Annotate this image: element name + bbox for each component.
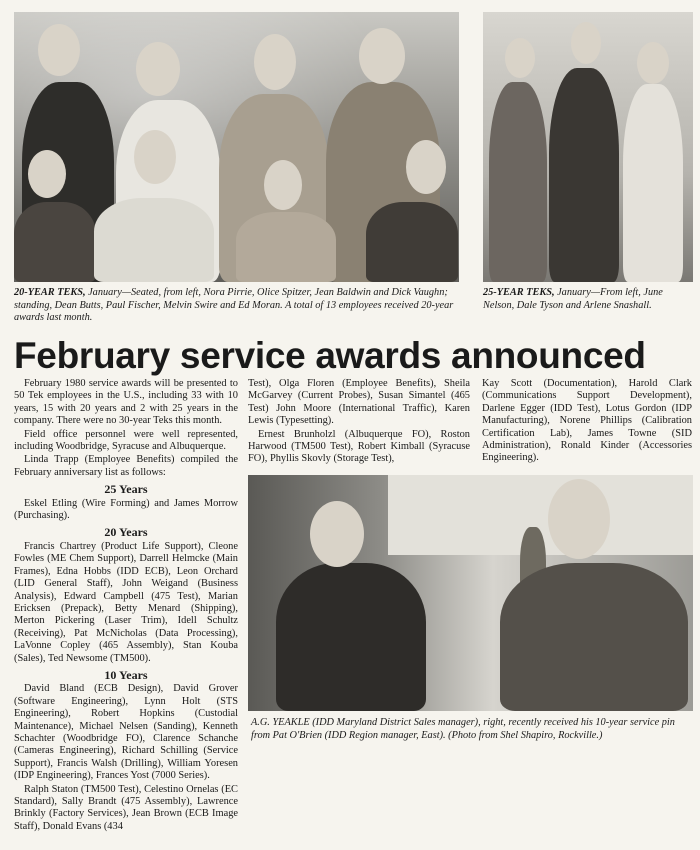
person-figure xyxy=(276,563,426,711)
person-head xyxy=(254,34,296,90)
subheading-10-years: 10 Years xyxy=(104,667,148,682)
person-head xyxy=(637,42,669,84)
paragraph: Ernest Brunholzl (Albuquerque FO), Roston Harwood (TM500 Test), Robert Kimball (Syracuse FO), Phyllis Skovly (Storage Test), xyxy=(248,428,470,465)
person-figure xyxy=(549,68,619,282)
person-head xyxy=(28,150,66,198)
person-figure xyxy=(366,202,458,282)
subheading-20-years: 20 Years xyxy=(104,525,148,540)
person-head xyxy=(571,22,601,64)
person-head xyxy=(136,42,180,96)
paragraph: February 1980 service awards will be presented to 50 Tek employees in the U.S., including 33 with 10 years, 15 with 20 years and 2 with 25 years in the company. There were no 30-year Teks this month. xyxy=(14,378,238,427)
person-figure xyxy=(14,202,96,282)
article-column-1 xyxy=(14,378,238,834)
paragraph: Linda Trapp (Employee Benefits) compiled the February anniversary list as follows: xyxy=(14,454,238,478)
person-figure xyxy=(500,563,688,711)
article-column-3 xyxy=(482,378,692,466)
paragraph: Field office personnel were well represented, including Woodbridge, Syracuse and Albuquerque. xyxy=(14,428,238,453)
person-head xyxy=(359,28,405,84)
person-head xyxy=(134,130,176,184)
paragraph: Kay Scott (Documentation), Harold Clark (Communications Support Development), Darlene Egger (IDD Test), Lotus Gordon (IDP Manufacturing), Norene Phillips (Calibration Certification Lab), James Towne (SID Administration), Ronald Kinder (Accessories Engineering). xyxy=(482,378,692,464)
person-head xyxy=(310,501,364,567)
person-head xyxy=(505,38,535,78)
caption-text: January—From left, June Nelson, Dale Tyson and Arlene Snashall. xyxy=(483,287,663,311)
photo-yeakle-award xyxy=(248,475,693,711)
person-head xyxy=(406,140,446,194)
person-figure xyxy=(236,212,336,282)
paragraph: Ralph Staton (TM500 Test), Celestino Ornelas (EC Standard), Sally Brandt (475 Assembly), Lawrence Brinkly (Factory Services), Jean Brown (ECB Image Staff), Donald Evans (434 xyxy=(14,783,238,832)
photo-caption-20-year xyxy=(14,287,460,325)
photo-caption-yeakle xyxy=(251,717,691,742)
headline: February service awards announced xyxy=(14,335,646,376)
caption-text: A.G. YEAKLE (IDD Maryland District Sales manager), right, recently received his 10-year service pin from Pat O'Brien (IDD Region manager, East). (Photo from Shel Shapiro, Rockville.) xyxy=(251,717,675,741)
person-head xyxy=(264,160,302,210)
caption-heading: 25-YEAR TEKS, xyxy=(483,287,555,298)
person-head xyxy=(38,24,80,76)
photo-25-year-teks xyxy=(483,12,693,282)
person-figure xyxy=(623,84,683,282)
paragraph: Francis Chartrey (Product Life Support), Cleone Fowles (ME Chem Support), Darrell Helmcke (Main Frames), Edna Hobbs (IDD ECB), Leon Orchard (LID General Staff), John Weigand (Business Analysis), Edward Campbell (475 Test), Marian Ericksen (Prepack), Betty Menard (Shipping), Merton Pickering (Laser Trim), Idell Schultz (Receiving), Pat McNicholas (Data Processing), LaVonne Copley (465 Assembly), Stan Kouba (Sales), Ted Newsome (TM500). xyxy=(14,540,238,664)
subheading-25-years: 25 Years xyxy=(104,482,148,497)
person-head xyxy=(548,479,610,559)
caption-heading: 20-YEAR TEKS, xyxy=(14,287,86,298)
photo-caption-25-year xyxy=(483,287,693,312)
photo-20-year-teks xyxy=(14,12,459,282)
paragraph: Test), Olga Floren (Employee Benefits), Sheila McGarvey (Current Probes), Susan Simantel (465 Test) John Moore (International Traffic), Karen Lewis (Typesetting). xyxy=(248,378,470,427)
caption-text: January—Seated, from left, Nora Pirrie, Olice Spitzer, Jean Baldwin and Dick Vaughn; standing, Dean Butts, Paul Fischer, Melvin Swire and Ed Moran. A total of 13 employees received 20-year awards last month. xyxy=(14,287,454,324)
person-figure xyxy=(489,82,547,282)
article-column-2 xyxy=(248,378,470,467)
paragraph: David Bland (ECB Design), David Grover (Software Engineering), Lynn Holt (STS Engineering), Robert Hopkins (Custodial Maintenance), Michael Nelsen (Sanding), Kenneth Schachter (Woodbridge FO), Clarence Schanche (Cameras Engineering), Richard Schilling (Service Support), Francis Walsh (Drilling), William Yoresen (IDP Engineering), Frances Yost (7000 Series). xyxy=(14,683,238,782)
paragraph: Eskel Etling (Wire Forming) and James Morrow (Purchasing). xyxy=(14,497,238,522)
person-figure xyxy=(94,198,214,282)
